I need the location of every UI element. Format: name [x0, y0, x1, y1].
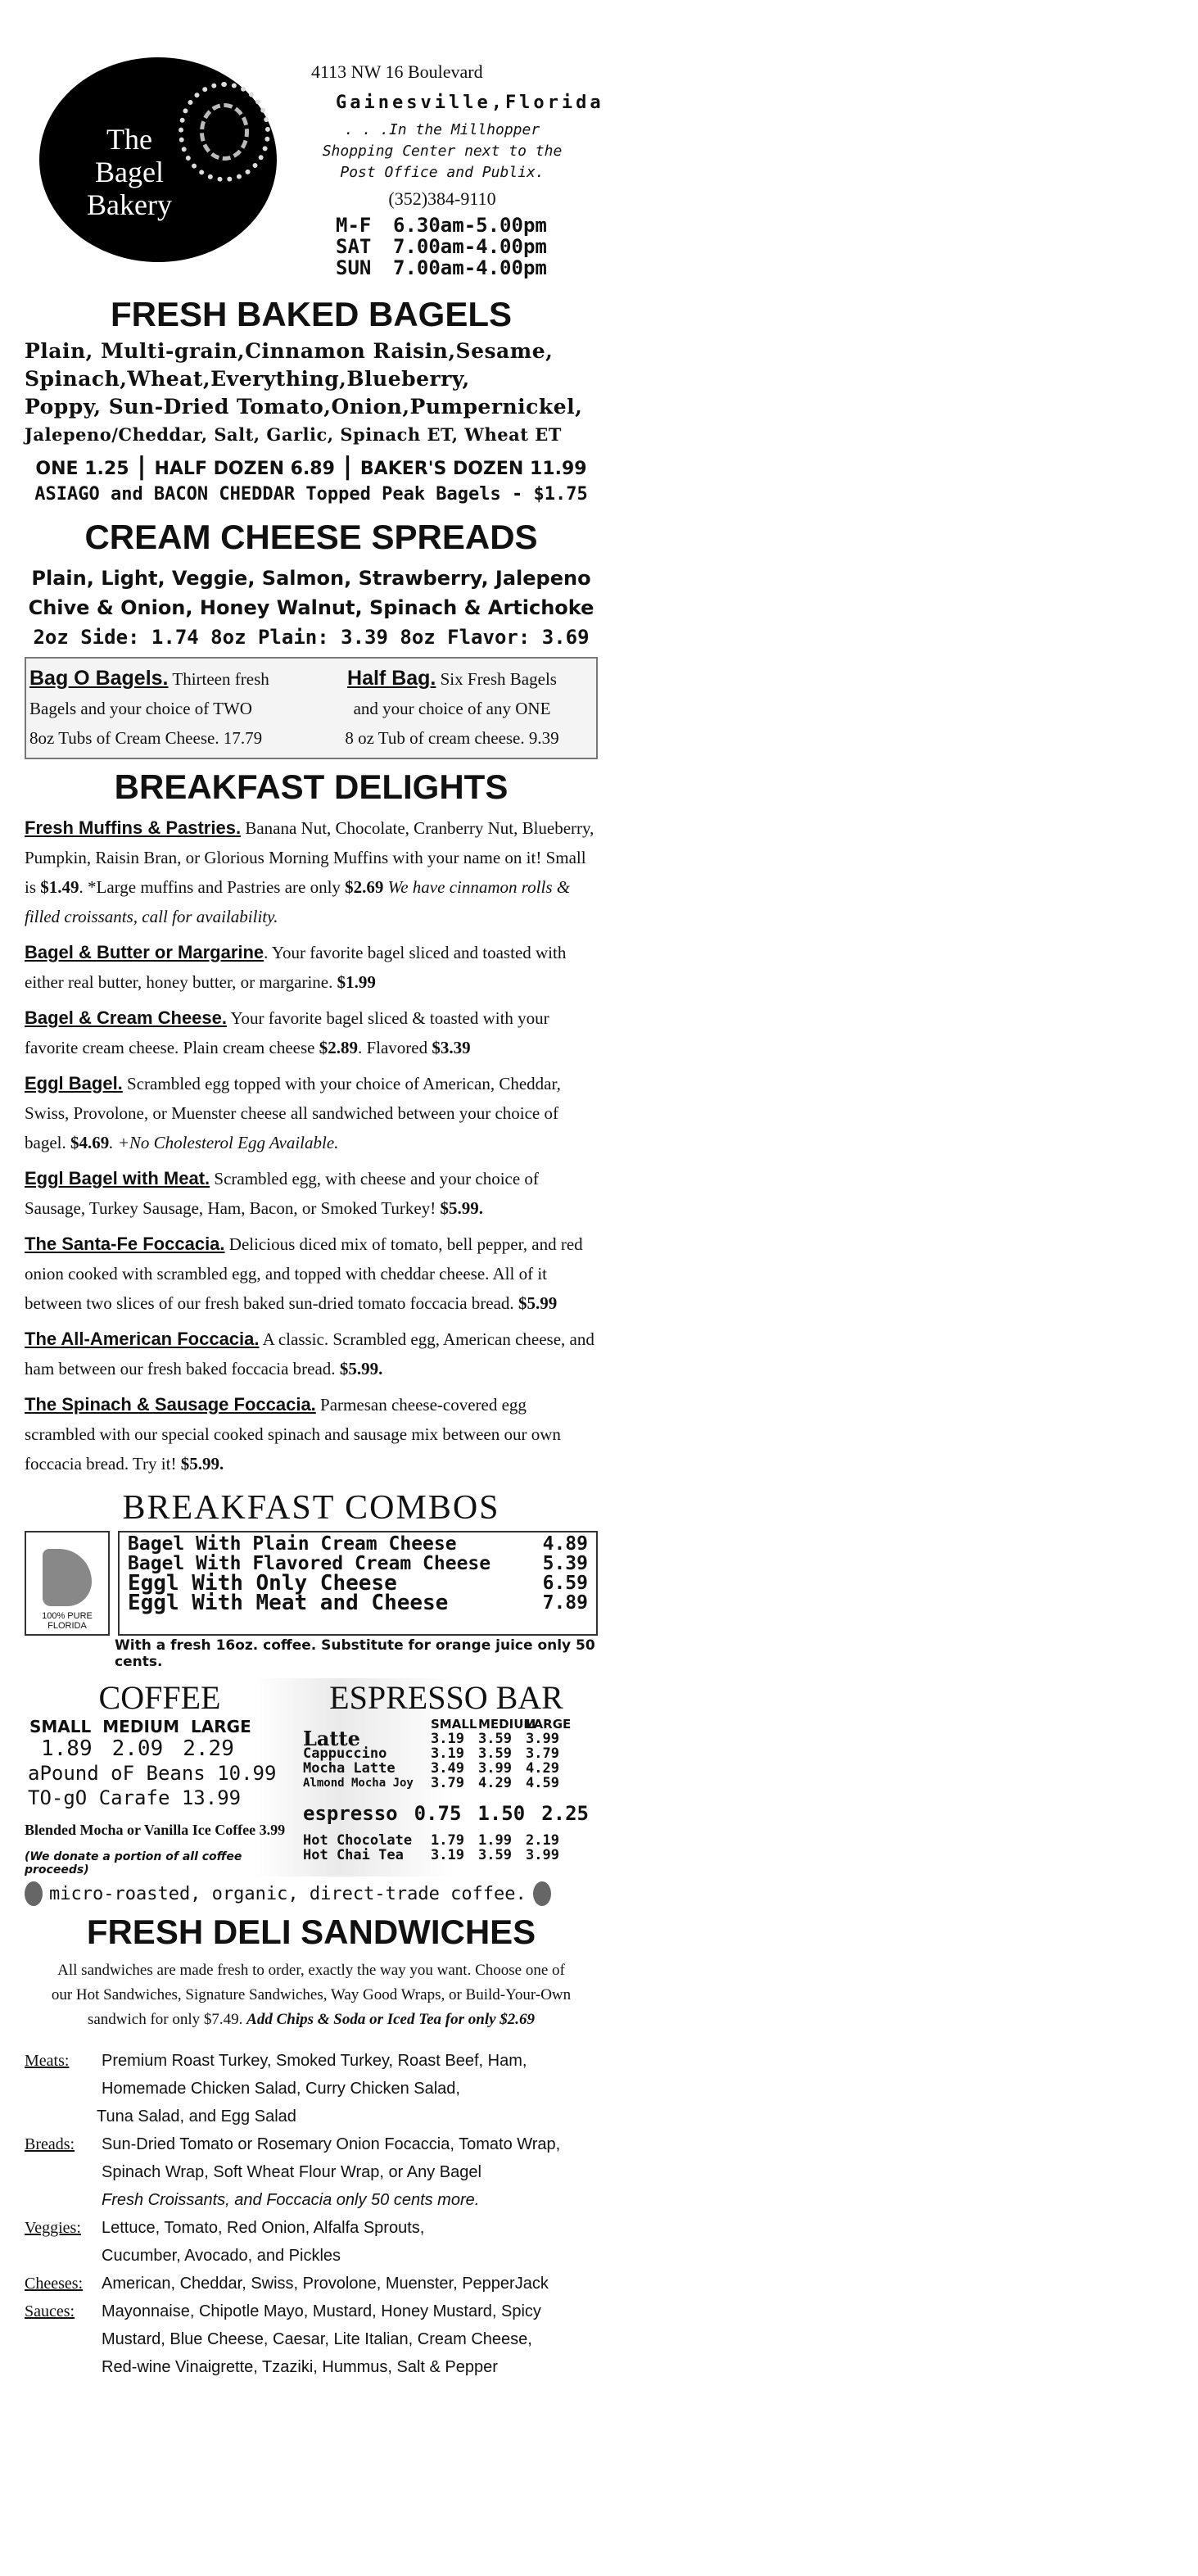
street-address: 4113 NW 16 Boulevard — [311, 61, 483, 82]
hours-row — [336, 215, 581, 236]
deli-title: FRESH DELI SANDWICHES — [86, 1913, 536, 1951]
drink-price: 3.59 — [478, 1847, 512, 1863]
bagel-illustration-icon — [179, 82, 270, 182]
deal-text: 8oz Tubs of Cream Cheese. 17.79 — [29, 728, 263, 748]
drink-price: 3.99 — [526, 1847, 559, 1863]
menu-item — [25, 1324, 598, 1383]
drink-price: 3.59 — [478, 1731, 512, 1747]
blended-coffee: Blended Mocha or Vanilla Ice Coffee 3.99 — [25, 1822, 286, 1838]
hours-days: SAT — [336, 235, 372, 258]
logo-text — [72, 123, 187, 221]
hours-days: M-F — [336, 214, 372, 237]
price-half-dozen: HALF DOZEN 6.89 — [154, 459, 335, 479]
bag-o-bagels-deal — [29, 663, 311, 753]
item-desc: . *Large muffins and Pastries are only — [79, 877, 346, 897]
menu-item — [25, 1164, 598, 1223]
address-block — [303, 61, 604, 279]
item-desc: Your favorite bagel sliced & toasted with your favorite cream cheese. Plain cream cheese — [25, 1008, 549, 1057]
item-desc: Scrambled egg topped with your choice of American, Cheddar, Swiss, Provolone, or Muenster cheese all sandwiched between your choice of bagel. — [25, 1074, 561, 1152]
drink-price: 4.29 — [526, 1760, 559, 1777]
drink-price: 3.19 — [431, 1745, 464, 1762]
drink-price: 3.59 — [478, 1745, 512, 1762]
combo-price: 6.59 — [542, 1573, 588, 1594]
breakfast-section — [25, 767, 598, 1478]
coffee-price: 2.09 — [111, 1736, 164, 1761]
menu-item — [25, 1390, 598, 1478]
combo-row — [128, 1534, 588, 1554]
item-name: Eggl Bagel with Meat. — [25, 1168, 210, 1188]
deli-value-line: Tuna Salad, and Egg Salad — [97, 2107, 296, 2126]
asiago-note: ASIAGO and BACON CHEDDAR Topped Peak Bagels - $1.75 — [34, 484, 588, 505]
menu-item — [25, 1069, 598, 1157]
micro-roasted-text: micro-roasted, organic, direct-trade coffee. — [49, 1883, 527, 1904]
deli-value-line: Cucumber, Avocado, and Pickles — [102, 2247, 341, 2265]
deal-text: Bagels and your choice of TWO — [29, 699, 252, 718]
micro-roasted-banner — [25, 1881, 598, 1906]
hours-time: 7.00am-4.00pm — [393, 235, 547, 258]
location-line: Shopping Center next to the — [322, 143, 563, 160]
item-desc: Scrambled egg, with cheese and your choice of Sausage, Turkey Sausage, Ham, Bacon, or Smoked Turkey! — [25, 1169, 539, 1218]
deli-row-breads — [25, 2130, 598, 2214]
drink-price: 3.99 — [526, 1731, 559, 1747]
menu-item — [25, 813, 598, 931]
drink-price: 0.75 — [414, 1802, 462, 1825]
deli-value-line: Mayonnaise, Chipotle Mayo, Mustard, Honey Mustard, Spicy — [102, 2302, 541, 2320]
deli-value-line: Mustard, Blue Cheese, Caesar, Lite Italian, Cream Cheese, — [102, 2330, 532, 2348]
deli-intro — [25, 1958, 598, 2032]
drink-name: Latte — [303, 1727, 360, 1750]
florida-orange-juice-logo — [25, 1531, 110, 1636]
coffee-panel — [25, 1678, 295, 1877]
price-one: ONE 1.25 — [35, 459, 129, 479]
bagel-prices — [25, 452, 598, 481]
item-price: $5.99. — [339, 1359, 383, 1379]
item-price: $5.99. — [440, 1198, 483, 1218]
spread-flavors — [25, 564, 598, 622]
combo-name: Bagel With Flavored Cream Cheese — [128, 1553, 491, 1574]
size-label: SMALL — [29, 1717, 92, 1736]
item-price: $2.69 — [345, 877, 384, 897]
combo-list — [118, 1531, 598, 1636]
half-bag-title: Half Bag. — [347, 667, 436, 690]
deli-values — [97, 2047, 598, 2130]
item-name: Bagel & Cream Cheese. — [25, 1007, 227, 1028]
item-desc: A classic. Scrambled egg, American cheese, and ham between our fresh baked foccacia bread. — [25, 1329, 594, 1379]
deli-intro-line: All sandwiches are made fresh to order, exactly the way you want. Choose one of — [57, 1962, 565, 1979]
item-price: $4.69 — [70, 1133, 110, 1152]
hours-time: 6.30am-5.00pm — [393, 214, 547, 237]
drink-name: Hot Chocolate — [303, 1832, 413, 1849]
drink-price: 3.79 — [526, 1745, 559, 1762]
florida-label: FLORIDA — [47, 1621, 87, 1631]
drink-price: 3.49 — [431, 1760, 464, 1777]
size-label: LARGE — [191, 1717, 251, 1736]
spread-flavors-line: Chive & Onion, Honey Walnut, Spinach & Artichoke — [28, 596, 594, 619]
deal-text: Six Fresh Bagels — [440, 669, 557, 689]
combo-price: 5.39 — [542, 1553, 588, 1574]
hours-row — [336, 257, 581, 278]
hours-time: 7.00am-4.00pm — [393, 256, 547, 279]
bag-o-bagels-title: Bag O Bagels. — [29, 667, 169, 690]
deli-values — [102, 2130, 598, 2214]
drink-name: Almond Mocha Joy — [303, 1777, 414, 1790]
item-desc: Banana Nut, Chocolate, Cranberry Nut, Blueberry, Pumpkin, Raisin Bran, or Glorious Morning Muffins with your name on it! Small is — [25, 818, 594, 897]
item-name: The Santa-Fe Foccacia. — [25, 1234, 225, 1254]
deli-value-line: Red-wine Vinaigrette, Tzaziki, Hummus, Salt & Pepper — [102, 2358, 498, 2376]
item-name: Fresh Muffins & Pastries. — [25, 817, 242, 838]
item-desc: . Flavored — [357, 1038, 432, 1057]
item-desc: . Your favorite bagel sliced and toasted with either real butter, honey butter, or margarine. — [25, 943, 567, 992]
coffee-title: COFFEE — [98, 1679, 221, 1716]
deli-row-cheeses — [25, 2270, 598, 2298]
combo-name: Eggl With Meat and Cheese — [128, 1591, 449, 1615]
item-desc: Parmesan cheese-covered egg scrambled with our special cooked spinach and sausage mix between our own foccacia bread. Try it! — [25, 1395, 561, 1474]
drinks-section — [25, 1678, 598, 1877]
combo-note: With a fresh 16oz. coffee. Substitute for orange juice only 50 cents. — [115, 1637, 595, 1670]
espresso-grid — [303, 1717, 598, 1791]
item-price: $3.39 — [432, 1038, 471, 1057]
size-label: MEDIUM — [102, 1717, 180, 1736]
drink-price: 1.99 — [478, 1832, 512, 1849]
deli-row-meats — [25, 2047, 598, 2130]
divider: | — [342, 452, 352, 481]
coffee-price: 1.89 — [41, 1736, 93, 1761]
deli-label: Sauces: — [25, 2302, 75, 2320]
menu-item — [25, 1003, 598, 1062]
deli-section — [25, 1913, 598, 2381]
deli-intro-line: our Hot Sandwiches, Signature Sandwiches, Way Good Wraps, or Build-Your-Own — [51, 1986, 572, 2003]
hours-row — [336, 236, 581, 257]
location-description — [303, 120, 581, 183]
drink-price: 2.19 — [526, 1832, 559, 1849]
divider: | — [137, 452, 147, 481]
combo-price: 7.89 — [542, 1592, 588, 1614]
drink-price: 1.79 — [431, 1832, 464, 1849]
bagel-flavors-line: Jalepeno/Cheddar, Salt, Garlic, Spinach ET, Wheat ET — [25, 424, 562, 445]
deli-intro-line — [25, 2008, 598, 2032]
florida-map-icon — [43, 1549, 92, 1606]
coffee-bean-icon — [533, 1881, 551, 1906]
drink-price: 4.29 — [478, 1775, 512, 1791]
drink-price: 2.25 — [541, 1802, 589, 1825]
city: Gainesville,Florida — [336, 93, 604, 113]
logo-line-1: The — [106, 123, 152, 156]
deli-label: Veggies: — [25, 2219, 81, 2237]
deli-options — [25, 2047, 598, 2381]
drink-name: Hot Chai Tea — [303, 1847, 404, 1863]
deli-value-note: Fresh Croissants, and Foccacia only 50 cents more. — [102, 2191, 480, 2209]
deli-value-line: Spinach Wrap, Soft Wheat Flour Wrap, or Any Bagel — [102, 2163, 481, 2181]
half-bag-deal — [311, 663, 593, 753]
combo-name: Eggl With Only Cheese — [128, 1571, 397, 1596]
size-label: LARGE — [526, 1717, 572, 1732]
drink-name: Mocha Latte — [303, 1760, 396, 1777]
coffee-bean-icon — [25, 1881, 43, 1906]
deli-value-line: Sun-Dried Tomato or Rosemary Onion Focaccia, Tomato Wrap, — [102, 2135, 561, 2153]
to-go-carafe: TO-gO Carafe 13.99 — [28, 1786, 242, 1809]
deli-label: Breads: — [25, 2135, 75, 2153]
menu-header — [25, 49, 604, 295]
item-name: The All-American Foccacia. — [25, 1329, 260, 1349]
item-price: $1.49 — [40, 877, 79, 897]
bagel-flavors — [25, 337, 598, 449]
location-line: . . .In the Millhopper — [344, 121, 540, 138]
deli-value-line: Homemade Chicken Salad, Curry Chicken Salad, — [102, 2080, 460, 2098]
bagels-title: FRESH BAKED BAGELS — [110, 295, 513, 333]
logo-line-2: Bagel — [95, 156, 164, 188]
coffee-price: 2.29 — [183, 1736, 234, 1761]
deal-text: and your choice of any ONE — [353, 699, 551, 718]
deli-label: Cheeses: — [25, 2275, 84, 2293]
combo-row — [128, 1593, 588, 1613]
drink-price: 3.19 — [431, 1731, 464, 1747]
size-label: MEDIUM — [478, 1717, 536, 1732]
deli-label: Meats: — [25, 2052, 70, 2070]
spread-prices: 2oz Side: 1.74 8oz Plain: 3.39 8oz Flavor: 3.69 — [33, 626, 590, 649]
florida-label: 100% PURE — [42, 1611, 93, 1621]
bagel-flavors-line: Poppy, Sun-Dried Tomato,Onion,Pumpernickel, — [25, 395, 583, 419]
deli-values — [102, 2298, 598, 2381]
location-line: Post Office and Publix. — [340, 164, 545, 181]
deli-values — [102, 2214, 598, 2270]
menu-item — [25, 1229, 598, 1318]
drink-price: 3.19 — [431, 1847, 464, 1863]
drink-price: 3.79 — [431, 1775, 464, 1791]
deal-text: Thirteen fresh — [172, 669, 269, 689]
item-note: We have cinnamon rolls & filled croissants, call for availability. — [25, 877, 571, 926]
deli-value-line: Premium Roast Turkey, Smoked Turkey, Roast Beef, Ham, — [102, 2052, 527, 2070]
drink-name: Cappuccino — [303, 1745, 387, 1762]
drink-price: 3.99 — [478, 1760, 512, 1777]
pound-of-beans: aPound oF Beans 10.99 — [28, 1762, 277, 1785]
bagel-bakery-logo — [39, 57, 277, 262]
item-price: $1.99 — [337, 972, 376, 992]
cream-cheese-title: CREAM CHEESE SPREADS — [84, 518, 538, 556]
deli-row-veggies — [25, 2214, 598, 2270]
item-name: The Spinach & Sausage Foccacia. — [25, 1394, 316, 1415]
drink-name: espresso — [303, 1802, 398, 1825]
donation-note: (We donate a portion of all coffee proceeds) — [25, 1850, 242, 1877]
coffee-sizes — [29, 1717, 295, 1736]
deli-value-line: Lettuce, Tomato, Red Onion, Alfalfa Sprouts, — [102, 2219, 425, 2237]
item-note: . +No Cholesterol Egg Available. — [109, 1133, 339, 1152]
item-desc: Delicious diced mix of tomato, bell pepper, and red onion cooked with scrambled egg, and topped with cheddar cheese. All of it between two slices of our fresh baked sun-dried tomato foccacia bread. — [25, 1234, 583, 1313]
combos-row — [25, 1531, 598, 1636]
logo-line-3: Bakery — [87, 188, 172, 221]
coffee-prices — [41, 1736, 295, 1761]
item-price: $5.99. — [180, 1454, 224, 1474]
deli-row-sauces — [25, 2298, 598, 2381]
espresso-shot-row — [303, 1802, 598, 1825]
price-bakers-dozen: BAKER'S DOZEN 11.99 — [359, 459, 587, 479]
cream-cheese-section — [25, 518, 598, 759]
drink-price: 1.50 — [477, 1802, 526, 1825]
deli-addon-text: Add Chips & Soda or Iced Tea for only $2.69 — [246, 2011, 536, 2028]
espresso-panel — [295, 1678, 598, 1877]
size-label: SMALL — [431, 1717, 477, 1732]
business-hours — [336, 215, 581, 278]
drink-price: 4.59 — [526, 1775, 559, 1791]
hours-days: SUN — [336, 256, 372, 279]
bagel-flavors-line: Plain, Multi-grain,Cinnamon Raisin,Sesame, — [25, 339, 554, 363]
spread-flavors-line: Plain, Light, Veggie, Salmon, Strawberry, Jalepeno — [31, 567, 591, 590]
combos-section — [25, 1488, 598, 1670]
deli-intro-text: sandwich for only $7.49. — [87, 2011, 247, 2028]
combo-name: Bagel With Plain Cream Cheese — [128, 1533, 457, 1555]
espresso-title: ESPRESSO BAR — [329, 1679, 563, 1716]
bagel-flavors-line: Spinach,Wheat,Everything,Blueberry, — [25, 367, 470, 391]
phone-number: (352)384-9110 — [388, 188, 496, 209]
deli-value-line: American, Cheddar, Swiss, Provolone, Muenster, PepperJack — [102, 2275, 549, 2293]
bag-deals-box — [25, 657, 598, 759]
combos-title: BREAKFAST COMBOS — [122, 1489, 500, 1527]
breakfast-title: BREAKFAST DELIGHTS — [114, 767, 509, 806]
bagels-section — [25, 295, 598, 505]
item-name: Bagel & Butter or Margarine — [25, 942, 264, 962]
combo-price: 4.89 — [542, 1533, 588, 1555]
menu-item — [25, 938, 598, 997]
espresso-extras-grid — [303, 1833, 598, 1863]
item-name: Eggl Bagel. — [25, 1073, 123, 1093]
menu-page — [25, 49, 604, 2381]
item-price: $5.99 — [518, 1293, 558, 1313]
deal-text: 8 oz Tub of cream cheese. 9.39 — [345, 728, 559, 748]
item-price: $2.89 — [319, 1038, 358, 1057]
